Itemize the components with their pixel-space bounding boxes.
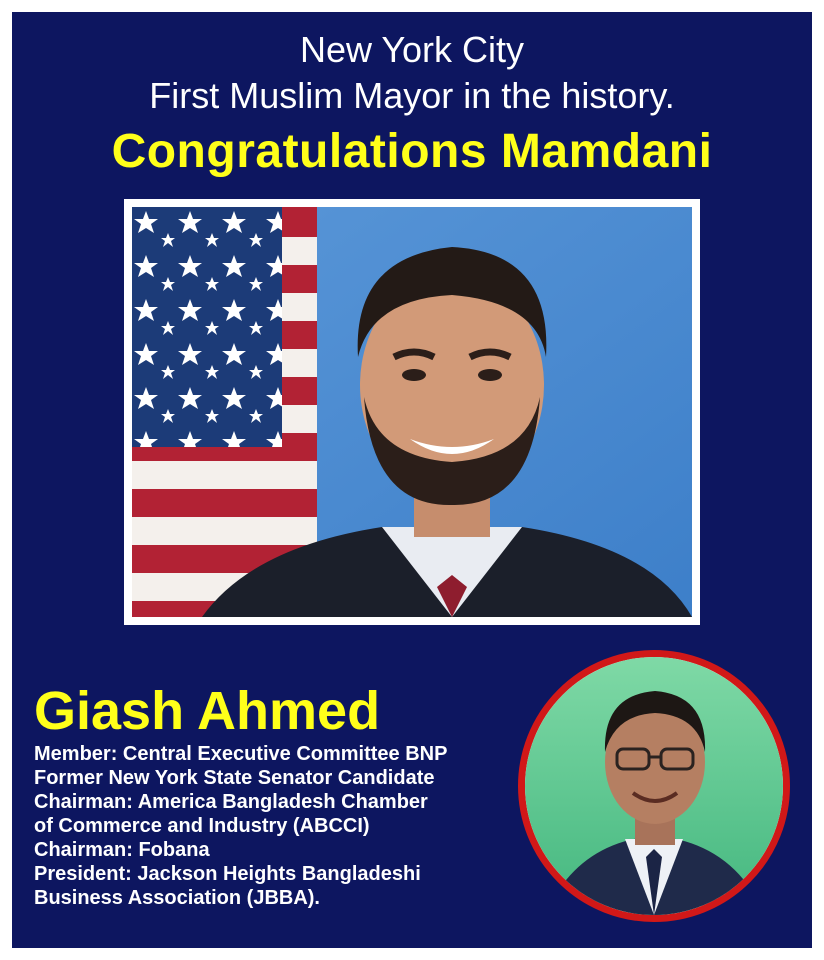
poster <box>12 12 812 948</box>
bio-line: Member: Central Executive Committee BNP <box>34 743 448 765</box>
bio-line: of Commerce and Industry (ABCCI) <box>34 815 370 837</box>
portrait-illustration <box>132 207 692 617</box>
bio-line: President: Jackson Heights Bangladeshi <box>34 863 421 885</box>
title-line-city: New York City <box>299 29 525 70</box>
main-portrait-photo <box>124 199 700 625</box>
bio-line: Former New York State Senator Candidate <box>34 767 435 789</box>
profile-bio <box>34 742 534 910</box>
title-line-history: First Muslim Mayor in the history. <box>149 75 675 116</box>
bio-line: Chairman: America Bangladesh Chamber <box>34 791 428 813</box>
bio-line: Business Association (JBBA). <box>34 887 320 909</box>
inset-portrait-illustration <box>525 657 783 915</box>
inset-portrait-photo <box>518 650 790 922</box>
headline: Congratulations Mamdani <box>111 125 713 178</box>
profile-name: Giash Ahmed <box>34 681 381 741</box>
bio-line: Chairman: Fobana <box>34 839 210 861</box>
